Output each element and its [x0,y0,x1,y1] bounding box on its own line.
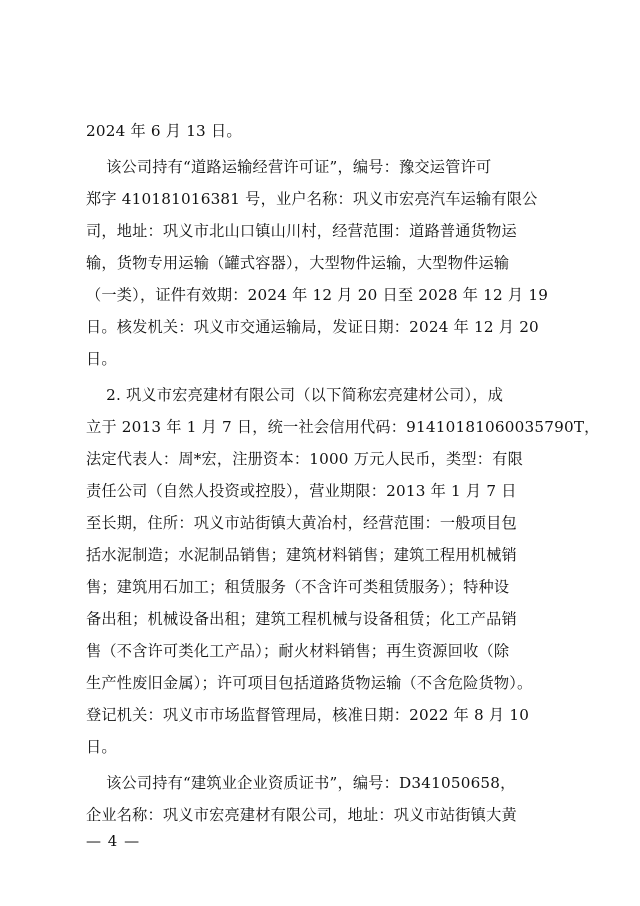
text-line: 企业名称：巩义市宏亮建材有限公司，地址：巩义市站街镇大黄 [86,806,517,824]
text-line: 至长期，住所：巩义市站街镇大黄冶村，经营范围：一般项目包 [86,514,517,532]
text-line: 2024 年 6 月 13 日。 [86,122,242,140]
page-number: — 4 — [86,832,141,850]
text-line: 该公司持有“道路运输经营许可证”，编号：豫交运管许可 [86,158,492,176]
text-line: 售（不含许可类化工产品）；耐火材料销售；再生资源回收（除 [86,642,510,660]
text-line: 立于 2013 年 1 月 7 日，统一社会信用代码：91410181060035790T， [86,418,600,436]
text-line: 登记机关：巩义市市场监督管理局，核准日期：2022 年 8 月 10 [86,706,530,724]
text-line: 售；建筑用石加工；租赁服务（不含许可类租赁服务）；特种设 [86,578,510,596]
text-line: 备出租；机械设备出租；建筑工程机械与设备租赁；化工产品销 [86,610,517,628]
text-line: 郑字 410181016381 号，业户名称：巩义市宏亮汽车运输有限公 [86,190,538,208]
text-line: 生产性废旧金属）；许可项目包括道路货物运输（不含危险货物）。 [86,674,533,692]
text-line: 日。 [86,738,117,756]
text-line: 日。 [86,350,117,368]
text-line: 括水泥制造；水泥制品销售；建筑材料销售；建筑工程用机械销 [86,546,517,564]
text-line: 法定代表人：周*宏，注册资本：1000 万元人民币，类型：有限 [86,450,523,468]
text-line: 2. 巩义市宏亮建材有限公司（以下简称宏亮建材公司），成 [86,386,504,404]
text-line: 司，地址：巩义市北山口镇山川村，经营范围：道路普通货物运 [86,222,517,240]
text-line: （一类），证件有效期：2024 年 12 月 20 日至 2028 年 12 月 19 [86,286,549,304]
text-line: 日。核发机关：巩义市交通运输局，发证日期：2024 年 12 月 20 [86,318,539,336]
text-line: 责任公司（自然人投资或控股），营业期限：2013 年 1 月 7 日 [86,482,517,500]
text-line: 输，货物专用运输（罐式容器），大型物件运输，大型物件运输 [86,254,510,272]
text-line: 该公司持有“建筑业企业资质证书”，编号：D341050658， [86,774,516,792]
